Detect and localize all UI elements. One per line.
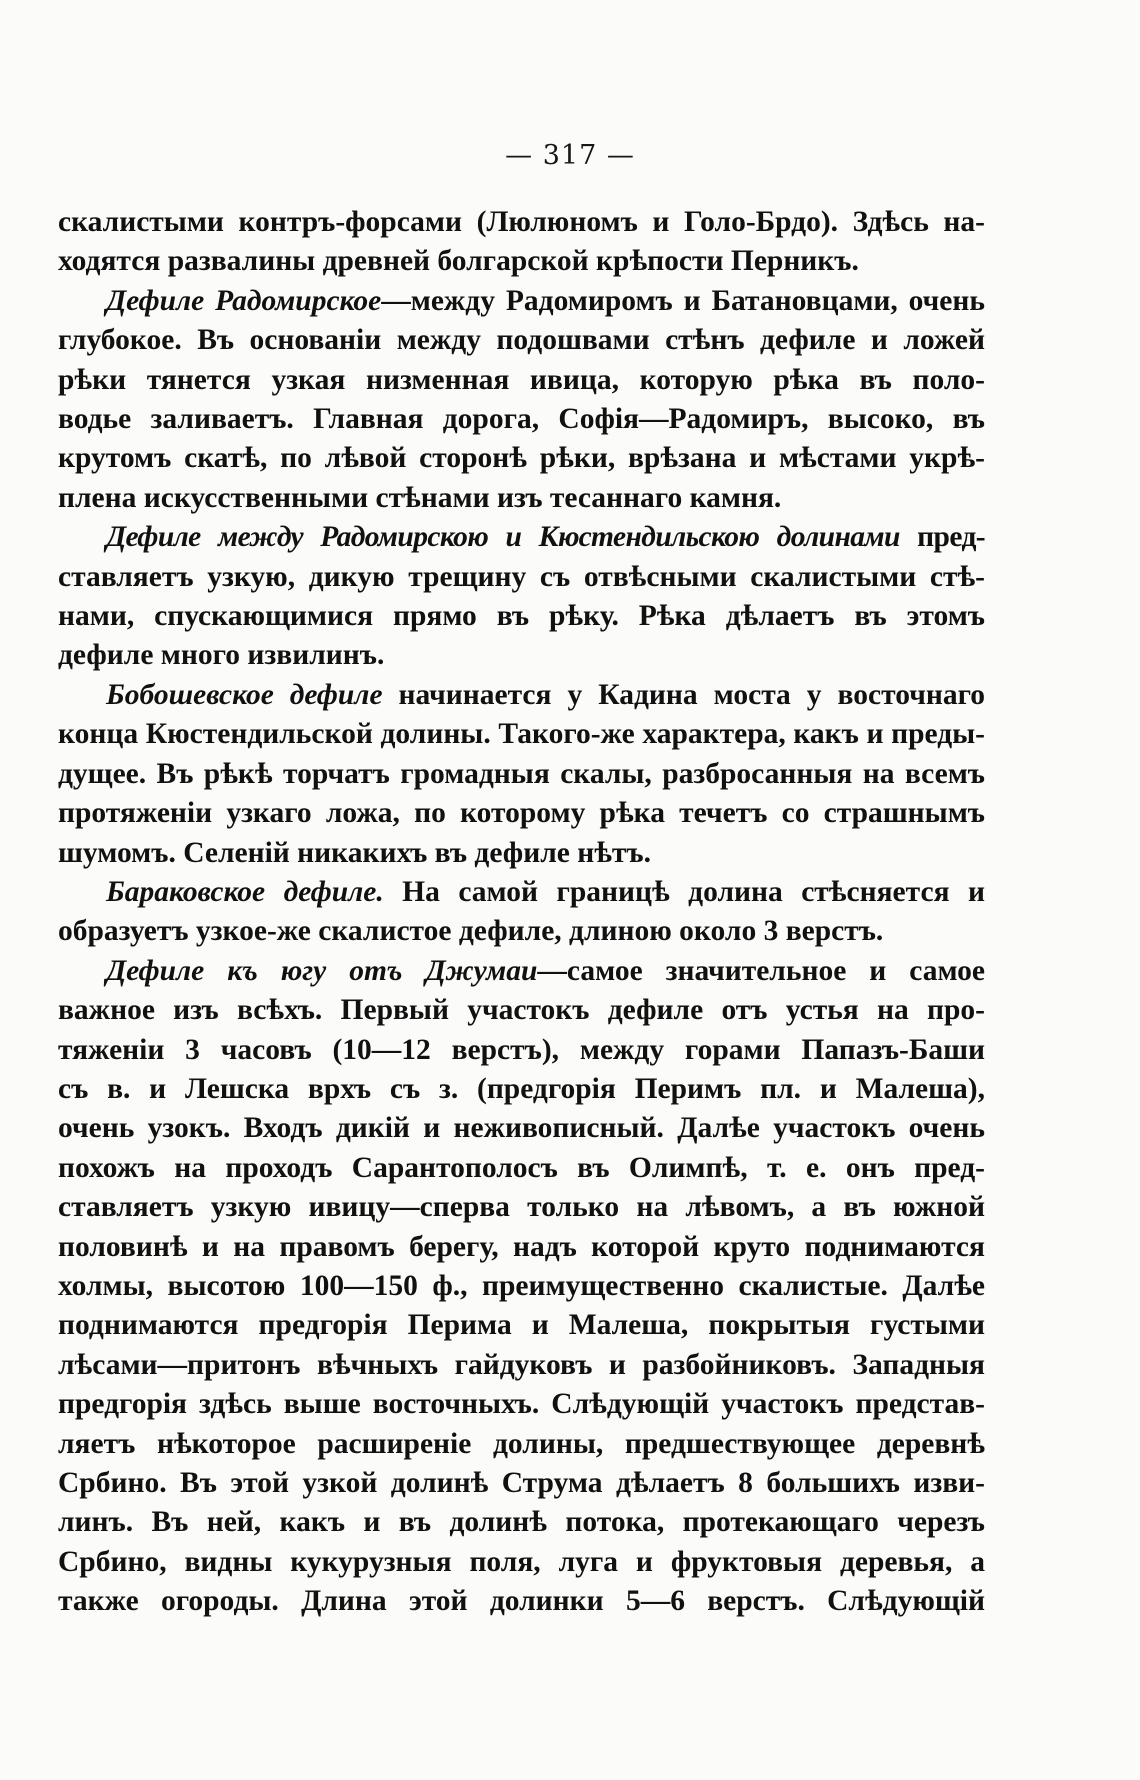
text-line: Србино, видны кукурузныя поля, луга и фруктовыя деревья, а xyxy=(58,1545,985,1578)
paragraph-3 xyxy=(58,518,985,676)
text-line: половинѣ и на правомъ берегу, надъ которой круто поднимаются xyxy=(58,1230,985,1263)
paragraph-lead: Дефиле Радомирское xyxy=(106,284,382,317)
paragraph-5 xyxy=(58,873,985,952)
text-line: крутомъ скатѣ, по лѣвой сторонѣ рѣки, врѣзана и мѣстами укрѣ- xyxy=(58,442,985,475)
paragraph-4 xyxy=(58,676,985,873)
text-line: тяженіи 3 часовъ (10—12 верстъ), между горами Папазъ-Баши xyxy=(58,1033,985,1066)
text-line: ляетъ нѣкоторое расширеніе долины, предшествующее деревнѣ xyxy=(58,1427,985,1460)
text-line: также огороды. Длина этой долинки 5—6 верстъ. Слѣдующій xyxy=(58,1585,985,1618)
paragraph-6 xyxy=(58,952,985,1622)
text-line xyxy=(58,873,985,912)
text-line: ставляетъ узкую ивицу—сперва только на лѣвомъ, а въ южной xyxy=(58,1191,985,1224)
page-number: — 317 — xyxy=(505,140,635,171)
text-line: ходятся развалины древней болгарской крѣпости Перникъ. xyxy=(58,245,859,278)
body-text xyxy=(58,203,985,1622)
paragraph-lead: Дефиле къ югу отъ Джумаи xyxy=(106,954,538,987)
text-line: важное изъ всѣхъ. Первый участокъ дефиле отъ устья на про- xyxy=(58,994,985,1027)
text-line: нами, спускающимися прямо въ рѣку. Рѣка дѣлаетъ въ этомъ xyxy=(58,600,985,633)
text-line: поднимаются предгорія Перима и Малеша, покрытыя густыми xyxy=(58,1309,985,1342)
text-line: похожъ на проходъ Сарантополосъ въ Олимпѣ, т. е. онъ пред- xyxy=(58,1151,985,1184)
text-line: водье заливаетъ. Главная дорога, Софія—Радомиръ, высоко, въ xyxy=(58,403,985,436)
text-line: глубокое. Въ основаніи между подошвами стѣнъ дефиле и ложей xyxy=(58,324,985,357)
text-line: дефиле много извилинъ. xyxy=(58,639,385,672)
paragraph-lead: Дефиле между Радомирскою и Кюстендильскою долинами xyxy=(106,521,900,554)
text-run: начинается у Кадина моста у восточнаго xyxy=(382,678,985,711)
text-line: ставляетъ узкую, дикую трещину съ отвѣсными скалистыми стѣ- xyxy=(58,560,985,593)
paragraph-1 xyxy=(58,203,985,282)
text-line: конца Кюстендильской долины. Такого-же характера, какъ и преды- xyxy=(58,718,985,751)
text-run: —самое значительное и самое xyxy=(537,954,985,987)
text-line xyxy=(58,676,985,715)
text-line: предгорія здѣсь выше восточныхъ. Слѣдующій участокъ представ- xyxy=(58,1388,985,1421)
text-line: лѣсами—притонъ вѣчныхъ гайдуковъ и разбойниковъ. Западныя xyxy=(58,1348,985,1381)
text-line: скалистыми контръ-форсами (Люлюномъ и Голо-Брдо). Здѣсь на- xyxy=(58,206,985,238)
paragraph-2 xyxy=(58,282,985,518)
text-line: холмы, высотою 100—150 ф., преимущественно скалистые. Далѣе xyxy=(58,1269,985,1302)
text-run: пред- xyxy=(899,521,985,554)
paragraph-lead: Бараковское дефиле. xyxy=(106,875,384,908)
text-line: шумомъ. Селеній никакихъ въ дефиле нѣтъ. xyxy=(58,836,651,869)
text-line: очень узокъ. Входъ дикій и неживописный. Далѣе участокъ очень xyxy=(58,1112,985,1145)
text-line xyxy=(58,282,985,321)
text-line xyxy=(58,952,985,991)
paragraph-lead: Бобошевское дефиле xyxy=(106,678,383,711)
text-line: линъ. Въ ней, какъ и въ долинѣ потока, протекающаго черезъ xyxy=(58,1506,985,1539)
text-line: Србино. Въ этой узкой долинѣ Струма дѣлаетъ 8 большихъ изви- xyxy=(58,1467,985,1499)
text-line: дущее. Въ рѣкѣ торчатъ громадныя скалы, разбросанныя на всемъ xyxy=(58,757,985,790)
text-line: образуетъ узкое-же скалистое дефиле, длиною около 3 верстъ. xyxy=(58,915,884,948)
text-line: протяженіи узкаго ложа, по которому рѣка течетъ со страшнымъ xyxy=(58,797,985,830)
text-line: плена искусственными стѣнами изъ тесаннаго камня. xyxy=(58,481,782,514)
text-line xyxy=(58,518,985,557)
text-run: На самой границѣ долина стѣсняется и xyxy=(383,875,986,908)
text-line: рѣки тянется узкая низменная ивица, которую рѣка въ поло- xyxy=(58,363,985,396)
text-line: съ в. и Лешска врхъ съ з. (предгорія Перимъ пл. и Малеша), xyxy=(58,1072,985,1105)
text-run: —между Радомиромъ и Батановцами, очень xyxy=(381,284,985,317)
